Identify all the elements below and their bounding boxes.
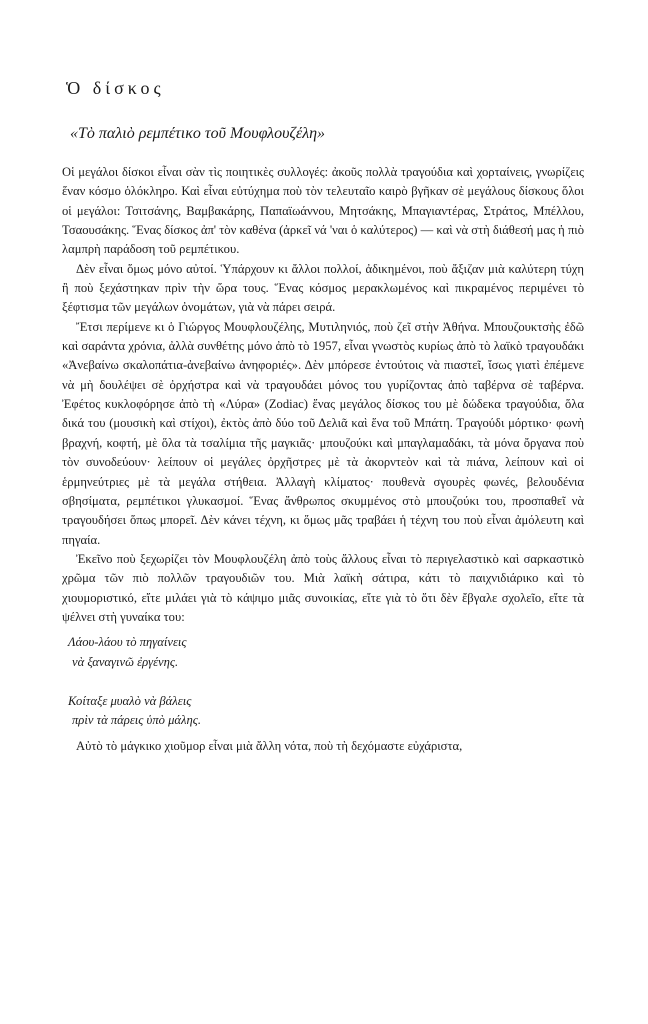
verse-line: πρὶν τὰ πάρεις ὑπὸ μάλης.	[72, 713, 201, 728]
document-page	[62, 78, 584, 756]
verse-couplet-2	[68, 692, 584, 731]
verse-line: νὰ ξαναγινῶ ἐργένης.	[72, 654, 179, 669]
paragraph-4: Ἐκεῖνο ποὺ ξεχωρίζει τὸν Μουφλουζέλη ἀπὸ τοὺς ἄλλους εἶναι τὸ περιγελαστικὸ καὶ σαρκαστικὸ χρῶμα τῶν πιὸ πολλῶν τραγουδιῶν του. Μιὰ λαϊκὴ σάτιρα, κάτι τὸ παιχνιδιάρικο καὶ τὸ χιουμοριστικό, εἴτε μιλάει γιὰ τὸ κάψιμο μιᾶς συνοικίας, εἴτε γιὰ τὸ ὅτι δὲν ἔβγαλε σχολεῖο, εἴτε τὰ ψέλνει στὴ γυναίκα του:	[62, 551, 584, 624]
verse-line: Κοίταξε μυαλὸ νὰ βάλεις	[68, 693, 192, 708]
paragraph-1: Οἱ μεγάλοι δίσκοι εἶναι σὰν τὶς ποιητικὲς συλλογές: ἀκοῦς πολλὰ τραγούδια καὶ χορταίνεις, γνωρίζεις ἕναν κόσμο ὁλόκληρο. Καὶ εἶναι εὐτύχημα ποὺ τὸν τελευταῖο καιρὸ βγῆκαν σὲ μεγάλους δίσκους ὅλοι οἱ μεγάλοι: Τσιτσάνης, Βαμβακάρης, Παπαϊωάννου, Μητσάκης, Μπαγιαντέρας, Στράτος, Μπέλλου, Τσαουσάκης. Ἕνας δίσκος ἀπ' τὸν καθένα (ἀρκεῖ νά 'ναι ὁ καλύτερος) — καὶ νὰ στὴ διάθεσή μας ἡ πιὸ λαμπρὴ παράδοση τοῦ ρεμπέτικου.	[62, 165, 584, 257]
section-heading: Ὁ δίσκος	[66, 78, 165, 98]
article-title: «Τὸ παλιὸ ρεμπέτικο τοῦ Μουφλουζέλη»	[70, 125, 326, 142]
closing-paragraph: Αὐτὸ τὸ μάγκικο χιοῦμορ εἶναι μιὰ ἄλλη νότα, ποὺ τὴ δεχόμαστε εὐχάριστα,	[76, 738, 463, 753]
verse-line: Λάου-λάου τὸ πηγαίνεις	[68, 635, 187, 650]
paragraph-2: Δὲν εἶναι ὅμως μόνο αὐτοί. Ὑπάρχουν κι ἄλλοι πολλοί, ἀδικημένοι, ποὺ ἄξιζαν μιὰ καλύτερη τύχη ἢ ποὺ ξεχάστηκαν πρὶν τὴν ὥρα τους. Ἕνας κόσμος μερακλωμένος καὶ πικραμένος περιμένει τὸ ξέφτισμα τῶν μεγάλων ὀνομάτων, γιὰ νὰ πάρει σειρά.	[62, 261, 584, 315]
verse-couplet-1	[68, 633, 584, 672]
paragraph-3: Ἔτσι περίμενε κι ὁ Γιώργος Μουφλουζέλης, Μυτιληνιός, ποὺ ζεῖ στὴν Ἀθήνα. Μπουζουκτσὴς ἐδῶ καὶ σαράντα χρόνια, ἀλλὰ συνθέτης μόνο ἀπὸ τὸ 1957, εἶναι γνωστὸς κυρίως ἀπὸ τὸ λαϊκὸ τραγουδάκι «Ἀνεβαίνω σκαλοπάτια-ἀνεβαίνω ἀνηφοριές». Δὲν μπόρεσε ἐντούτοις νὰ πιαστεῖ, ἴσως γιατὶ ἐπέμενε νὰ μὴ δουλέψει σὲ ὀρχήστρα καὶ νὰ τραγουδάει μόνος του γυρίζοντας ἀπὸ ταβέρνα σὲ ταβέρνα. Ἐφέτος κυκλοφόρησε ἀπὸ τὴ «Λύρα» (Zodiac) ἕνας μεγάλος δίσκος του μὲ δώδεκα τραγούδια, ὅλα δικά του (μουσικὴ καὶ στίχοι), ἐκτὸς ἀπὸ δύο τοῦ Δελιᾶ καὶ ἕνα τοῦ Μπάτη. Τραγούδι μόρτικο· φωνὴ βραχνή, κοφτή, μὲ ὅλα τὰ τσαλίμια τῆς μαγκιᾶς· μπουζούκι καὶ μπαγλαμαδάκι, τὰ μόνα ὄργανα ποὺ τὸν συνοδεύουν· λείπουν οἱ μεγάλες ὀρχῆστρες μὲ τὰ ἀκορντεὸν καὶ τὰ πιάνα, λείπουν καὶ οἱ ἑρμηνεύτριες μὲ τὰ μεγάλα στήθεια. Ἀλλαγὴ κλίματος· πουθενὰ σγουρὲς φωνές, βελουδένια σβησίματα, ρεμπέτικοι γλυκασμοί. Ἕνας ἄνθρωπος σκυμμένος στὸ μπουζούκι του, προσπαθεῖ νὰ τραγουδήσει ὅπως μπορεῖ. Δὲν κάνει τέχνη, κι ὅμως μᾶς τραβάει ἡ τέχνη του ποὺ εἶναι ἀμόλευτη καὶ πηγαία.	[62, 319, 584, 547]
